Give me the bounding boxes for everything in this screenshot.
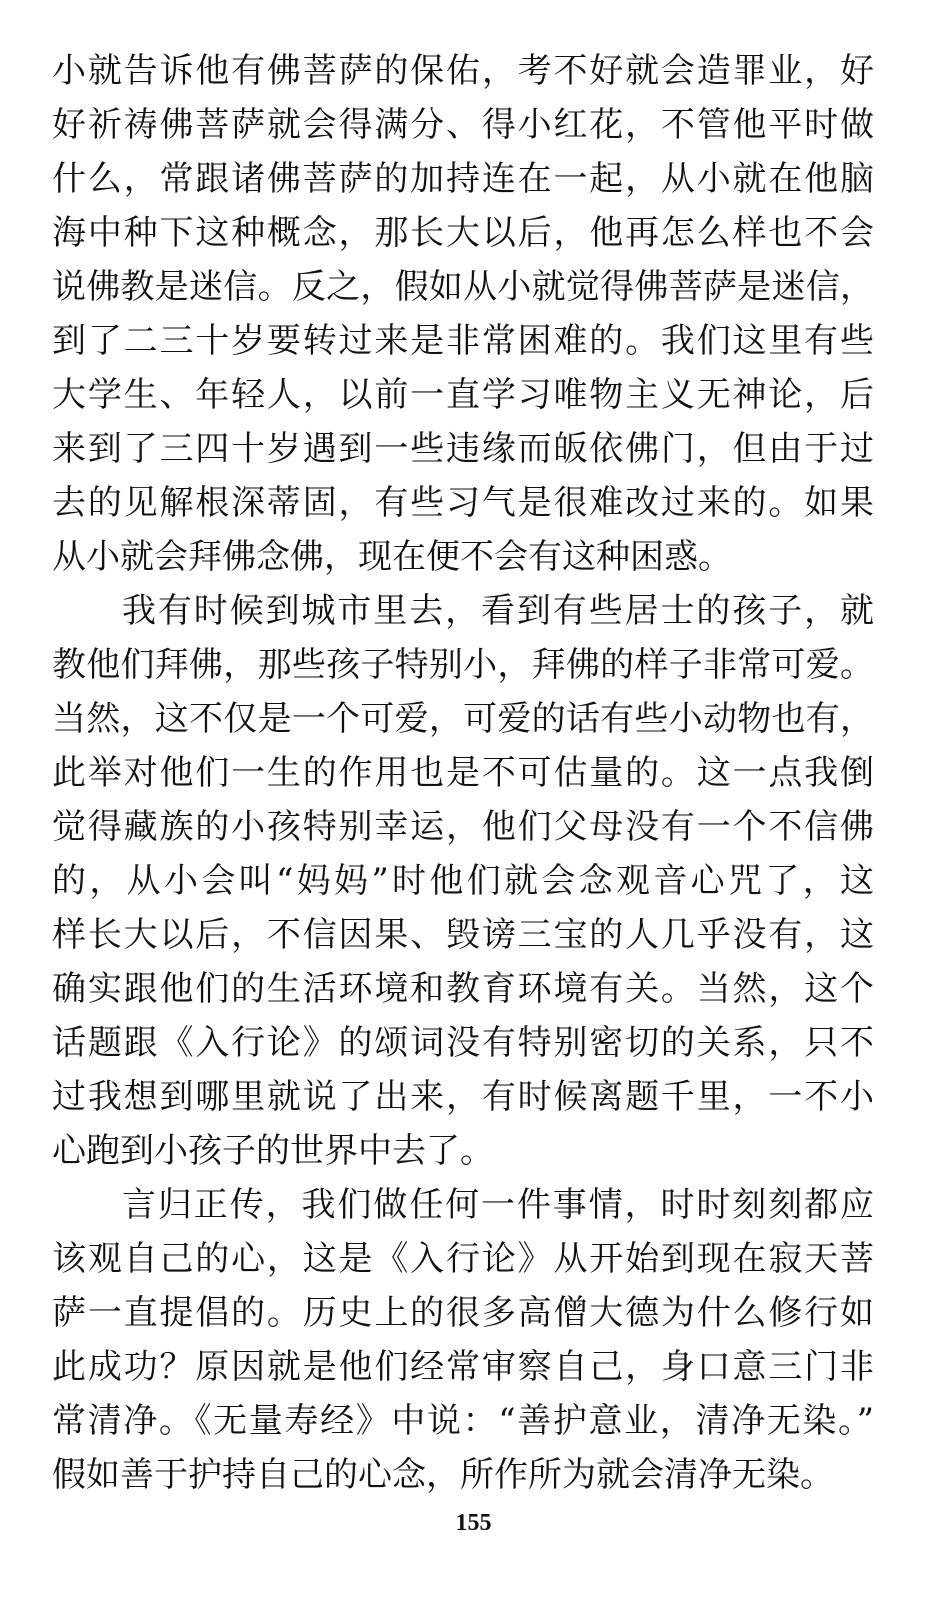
text-line: 当然，这不仅是一个可爱，可爱的话有些小动物也有， xyxy=(52,699,874,739)
text-line: 教他们拜佛，那些孩子特别小，拜佛的样子非常可爱。 xyxy=(52,645,874,685)
text-line: 样长大以后，不信因果、毁谤三宝的人几乎没有，这 xyxy=(52,915,874,955)
text-line: 我有时候到城市里去，看到有些居士的孩子，就 xyxy=(122,591,874,631)
text-line: 心跑到小孩子的世界中去了。 xyxy=(52,1131,494,1171)
text-line: 该观自己的心，这是《入行论》从开始到现在寂天菩 xyxy=(52,1239,874,1279)
text-line: 去的见解根深蒂固，有些习气是很难改过来的。如果 xyxy=(52,483,874,523)
body-text xyxy=(52,44,874,1502)
paragraph xyxy=(52,44,874,584)
text-line: 言归正传，我们做任何一件事情，时时刻刻都应 xyxy=(122,1185,874,1225)
page-number: 155 xyxy=(455,1510,492,1536)
text-line: 什么，常跟诸佛菩萨的加持连在一起，从小就在他脑 xyxy=(52,159,874,199)
text-line: 过我想到哪里就说了出来，有时候离题千里，一不小 xyxy=(52,1077,874,1117)
text-line: 确实跟他们的生活环境和教育环境有关。当然，这个 xyxy=(52,969,874,1009)
text-line: 的，从小会叫“妈妈”时他们就会念观音心咒了，这 xyxy=(52,861,874,901)
text-line: 说佛教是迷信。反之，假如从小就觉得佛菩萨是迷信， xyxy=(52,267,874,307)
text-line: 话题跟《入行论》的颂词没有特别密切的关系，只不 xyxy=(52,1023,874,1063)
text-line: 此成功？原因就是他们经常审察自己，身口意三门非 xyxy=(52,1347,874,1387)
text-line: 萨一直提倡的。历史上的很多高僧大德为什么修行如 xyxy=(52,1293,874,1333)
text-line: 来到了三四十岁遇到一些违缘而皈依佛门，但由于过 xyxy=(52,429,874,469)
text-line: 觉得藏族的小孩特别幸运，他们父母没有一个不信佛 xyxy=(52,807,874,847)
text-line: 海中种下这种概念，那长大以后，他再怎么样也不会 xyxy=(52,213,874,253)
paragraph xyxy=(52,584,874,1178)
text-line: 到了二三十岁要转过来是非常困难的。我们这里有些 xyxy=(52,321,874,361)
text-line: 此举对他们一生的作用也是不可估量的。这一点我倒 xyxy=(52,753,874,793)
text-line: 从小就会拜佛念佛，现在便不会有这种困惑。 xyxy=(52,537,732,577)
text-line: 小就告诉他有佛菩萨的保佑，考不好就会造罪业，好 xyxy=(52,51,874,91)
text-line: 好祈祷佛菩萨就会得满分、得小红花，不管他平时做 xyxy=(52,105,874,145)
text-line: 大学生、年轻人，以前一直学习唯物主义无神论，后 xyxy=(52,375,874,415)
paragraph xyxy=(52,1178,874,1502)
text-line: 假如善于护持自己的心念，所作所为就会清净无染。 xyxy=(52,1455,834,1495)
text-line: 常清净。《无量寿经》中说：“善护意业，清净无染。” xyxy=(52,1401,874,1441)
